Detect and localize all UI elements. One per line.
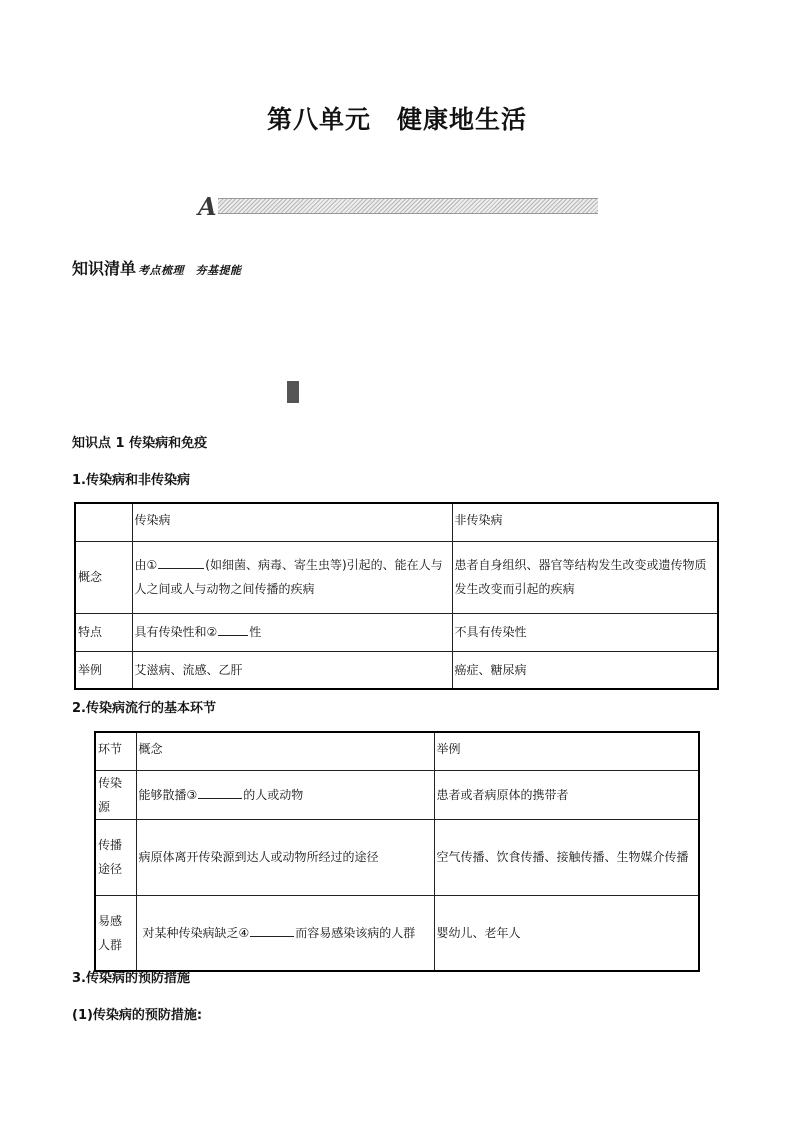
concept-noninfectious-cell: 患者自身组织、器官等结构发生改变或遗传物质发生改变而引起的疾病 [452, 541, 718, 613]
section-a-banner [198, 192, 600, 221]
header-cell-example: 举例 [434, 732, 699, 770]
infectious-vs-noninfectious-table [74, 502, 719, 690]
row-label: 特点 [75, 613, 132, 651]
fill-blank-3[interactable] [198, 784, 242, 799]
section-heading [72, 256, 242, 279]
header-cell-infectious: 传染病 [132, 503, 452, 541]
example-infectious-cell: 艾滋病、流感、乙肝 [132, 651, 452, 689]
section-subtitle: 考点梳理 夯基提能 [138, 264, 242, 277]
table-row [75, 541, 718, 613]
susceptible-example-cell: 婴幼儿、老年人 [434, 895, 699, 971]
table-row [75, 651, 718, 689]
feature-noninfectious-cell: 不具有传染性 [452, 613, 718, 651]
table-header-row [75, 503, 718, 541]
fill-blank-2[interactable] [218, 621, 248, 636]
table-header-row [95, 732, 699, 770]
header-cell-link: 环节 [95, 732, 136, 770]
row-label [95, 895, 136, 971]
feature-infectious-after: 性 [249, 625, 262, 639]
route-example-cell: 空气传播、饮食传播、接触传播、生物媒介传播 [434, 819, 699, 895]
subsection-1-title: 1.传染病和非传染病 [72, 473, 190, 488]
row-label-line2: 途径 [98, 862, 123, 876]
route-concept-cell: 病原体离开传染源到达人或动物所经过的途径 [136, 819, 434, 895]
knowledge-point-title: 知识点 1 传染病和免疫 [72, 436, 208, 451]
page-title: 第八单元 健康地生活 [266, 105, 527, 134]
transmission-links-table [94, 731, 700, 972]
row-label-line1: 易感 [98, 913, 123, 928]
source-example-cell: 患者或者病原体的携带者 [434, 770, 699, 819]
row-label: 传染源 [95, 770, 136, 819]
prevention-item-1: (1)传染病的预防措施: [72, 1008, 203, 1023]
row-label [95, 819, 136, 895]
source-concept-before: 能够散播③ [138, 787, 198, 802]
susceptible-concept-after: 而容易感染该病的人群 [295, 925, 416, 940]
subsection-2-title: 2.传染病流行的基本环节 [72, 701, 216, 716]
section-title: 知识清单 [72, 259, 137, 278]
source-concept-cell [136, 770, 434, 819]
concept-infectious-after: (如细菌、病毒、寄生虫等)引起的、能在人与人之间或人与动物之间传播的疾病 [134, 558, 443, 596]
table-row [95, 895, 699, 971]
table-row [75, 613, 718, 651]
header-cell-empty [75, 503, 132, 541]
row-label: 举例 [75, 651, 132, 689]
row-label: 概念 [75, 541, 132, 613]
feature-infectious-cell [132, 613, 452, 651]
table-row [95, 770, 699, 819]
concept-infectious-cell [132, 541, 452, 613]
header-cell-noninfectious: 非传染病 [452, 503, 718, 541]
row-label-line2: 人群 [98, 937, 123, 952]
source-concept-after: 的人或动物 [243, 787, 304, 802]
table-row [95, 819, 699, 895]
fill-blank-1[interactable] [158, 554, 204, 569]
example-noninfectious-cell: 癌症、糖尿病 [452, 651, 718, 689]
susceptible-concept-before: 对某种传染病缺乏④ [142, 925, 250, 940]
section-marker [287, 381, 299, 403]
concept-infectious-before: 由① [134, 558, 158, 572]
susceptible-concept-cell [136, 895, 434, 971]
fill-blank-4[interactable] [250, 922, 294, 937]
subsection-3-title: 3.传染病的预防措施 [72, 971, 190, 986]
banner-letter: A [198, 192, 217, 221]
row-label-line1: 传播 [98, 838, 123, 852]
header-cell-concept: 概念 [136, 732, 434, 770]
banner-stripe [218, 198, 598, 214]
feature-infectious-before: 具有传染性和② [134, 625, 218, 639]
